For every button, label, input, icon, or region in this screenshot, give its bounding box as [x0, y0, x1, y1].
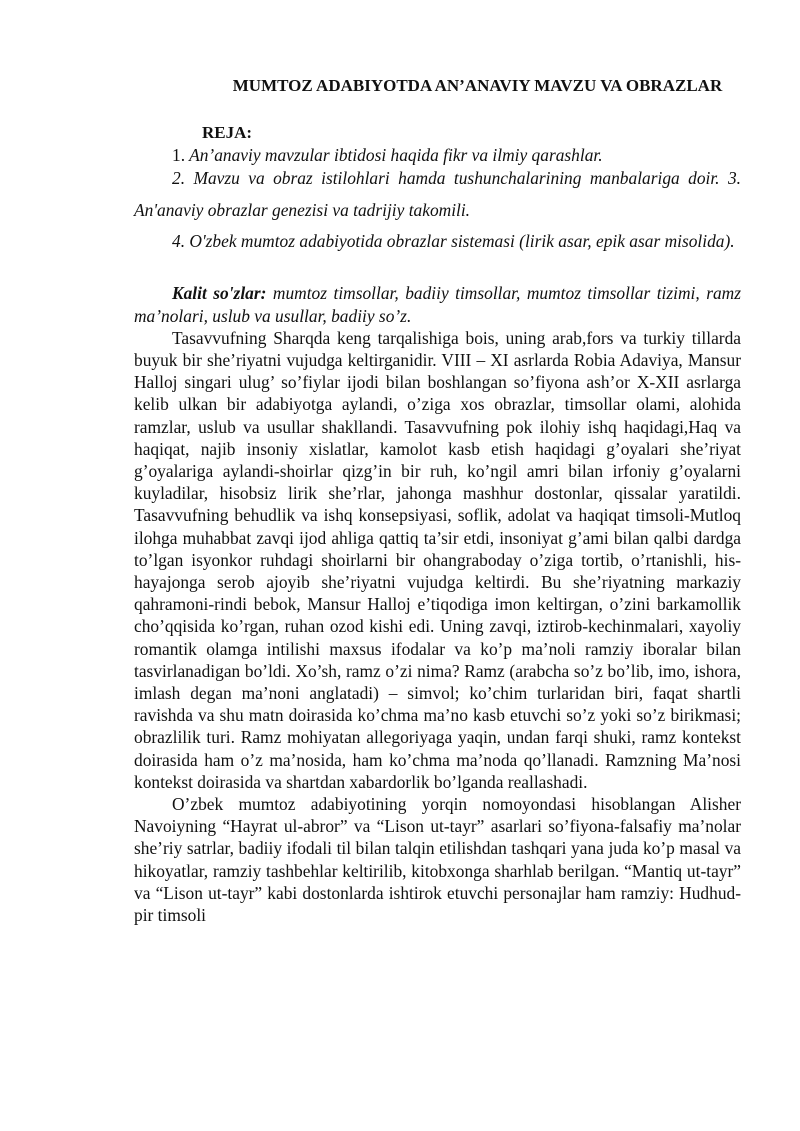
- keywords-paragraph: [134, 282, 741, 326]
- body-paragraph-1: Tasavvufning Sharqda keng tarqalishiga bois, uning arab,fors va turkiy tillarda buyuk bir she’riyatni vujudga keltirganidir. VIII – XI asrlarda Robia Adaviya, Mansur Halloj singari ulug’ so’fiylar ijodi bilan boshlangan so’fiyona ash’or X-XII asrlarga kelib ulkan bir adabiyotga aylandi, o’ziga xos obrazlar, timsollar olami, alohida ramzlar, uslub va usullar shakllandi. Tasavvufning pok ilohiy ishq haqidagi,Haq va haqiqat, najib insoniy xislatlar, kamolot kasb etish haqidagi g’oyalari she’riyat g’oyalariga aylandi-shoirlar qizg’in bir ruh, ko’ngil amri bilan irfoniy g’oyalarni kuyladilar, hisobsiz lirik she’rlar, jahonga mashhur dostonlar, qissalar yaratildi. Tasavvufning behudlik va ishq konsepsiyasi, soflik, adolat va haqiqat timsoli-Mutloq ilohga muhabbat zavqi ijod ahliga qattiq ta’sir etdi, insoniyat g’ami bilan qalbi dardga to’lgan isyonkor ruhdagi shoirlarni bir ohangraboday o’ziga tortib, o’rtanishli, his-hayajonga serob ajoyib she’riyatni vujudga keltirdi. Bu she’riyatning markaziy qahramoni-rindi bebok, Mansur Halloj e’tiqodiga imon keltirgan, o’zini barkamollik cho’qqisida ko’rgan, ruhan ozod kishi edi. Uning zavqi, iztirob-kechinmalari, xayoliy romantik olamga intilishi maxsus ifodalar va ko’p ma’noli ramziy iboralar bilan tasvirlanadigan bo’ldi. Xo’sh, ramz o’zi nima? Ramz (arabcha so’z bo’lib, imo, ishora, imlash degan ma’noni anglatadi) – simvol; ko’chim turlaridan biri, faqat shartli ravishda va shu matn doirasida ko’chma ma’no kasb etuvchi so’z yoki so’z birikmasi; obrazlilik turi. Ramz mohiyatan allegoriyaga yaqin, undan farqi shuki, ramz kontekst doirasida ham o’z ma’nosida, ham ko’chma ma’noda qo’llanadi. Ramzning Ma’nosi kontekst doirasida va shartdan xabardorlik bo’lganda reallashadi.: [134, 327, 741, 792]
- plan-item-1-text: An’anaviy mavzular ibtidosi haqida fikr va ilmiy qarashlar.: [189, 145, 603, 165]
- document-page: [134, 74, 741, 926]
- plan-item-4: 4. O'zbek mumtoz adabiyotida obrazlar sistemasi (lirik asar, epik asar misolida).: [172, 231, 735, 252]
- body-paragraph-2: O’zbek mumtoz adabiyotining yorqin nomoyondasi hisoblangan Alisher Navoiyning “Hayrat ul-abror” va “Lison ut-tayr” asarlari so’fiyona-falsafiy ma’nolar she’riy satrlar, badiiy ifodali til bilan talqin etilishdan tashqari yana juda ko’p masal va hikoyatlar, ramziy tashbehlar keltirilib, kitobxonga sharhlab berilgan. “Mantiq ut-tayr” va “Lison ut-tayr” kabi dostonlarda ishtirok etuvchi personajlar ham ramziy: Hudhud-pir timsoli: [134, 794, 741, 926]
- keywords-label: Kalit so'zlar:: [172, 283, 267, 304]
- plan-section: [134, 122, 741, 252]
- plan-heading: REJA:: [202, 123, 253, 142]
- plan-item-2: 2. Mavzu va obraz istilohlari hamda tushunchalarining manbalariga doir. 3. An'anaviy obrazlar genezisi va tadrijiy takomili.: [134, 168, 741, 221]
- keywords-text: mumtoz timsollar, badiiy timsollar, mumtoz timsollar tizimi, ramz ma’nolari, uslub va usullar, badiiy so’z.: [134, 283, 741, 326]
- plan-item-1-number: 1.: [172, 145, 186, 165]
- document-title: MUMTOZ ADABIYOTDA AN’ANAVIY MAVZU VA OBRAZLAR: [232, 76, 723, 95]
